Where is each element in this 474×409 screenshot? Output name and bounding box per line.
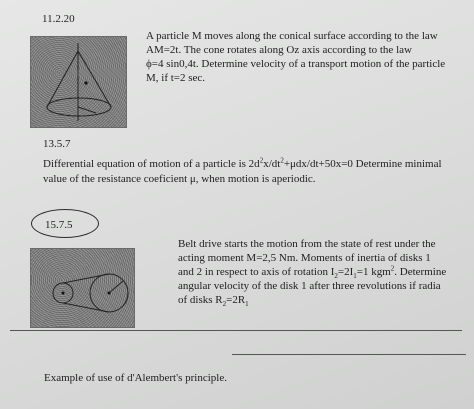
problem-number: 13.5.7: [43, 138, 71, 150]
divider-line: [232, 354, 466, 355]
problem-text-line: Belt drive starts the motion from the state of rest under the: [178, 238, 436, 250]
problem-text-line: AM=2t. The cone rotates along Oz axis according to the law: [146, 44, 412, 56]
footer-text: Example of use of d'Alembert's principle.: [44, 372, 227, 384]
problem-number: 11.2.20: [42, 13, 75, 25]
problem-equation-line: Differential equation of motion of a particle is $2d^2x/dt^2+\mu dx/dt+50x=0$ Determine minimal: [43, 156, 442, 170]
problem-text-line: angular velocity of the disk 1 after three revolutions if radia: [178, 280, 441, 292]
problem-number: 15.7.5: [45, 219, 73, 231]
divider-line: [10, 330, 462, 331]
cone-drawing: [31, 37, 126, 127]
belt-drive-drawing: [31, 249, 134, 327]
problem-text-line: ϕ=4 sin0,4t. Determine velocity of a transport motion of the particle: [146, 58, 446, 70]
problem-text-line: acting moment M=2,5 Nm. Moments of inertia of disks 1: [178, 252, 431, 264]
belt-drive-figure: [30, 248, 135, 328]
problem-text-line: of disks $R_2=2R_1$: [178, 294, 249, 309]
problem-text-line: M, if t=2 sec.: [146, 72, 206, 84]
problem-text-line: value of the resistance coeficient μ, when motion is aperiodic.: [43, 173, 316, 185]
cone-figure: [30, 36, 127, 128]
problem-text-line: A particle M moves along the conical surface according to the law: [146, 30, 438, 42]
problem-text-line: and 2 in respect to axis of rotation $I_2=2I_1=1$ kgm$^2$. Determine: [178, 264, 447, 281]
